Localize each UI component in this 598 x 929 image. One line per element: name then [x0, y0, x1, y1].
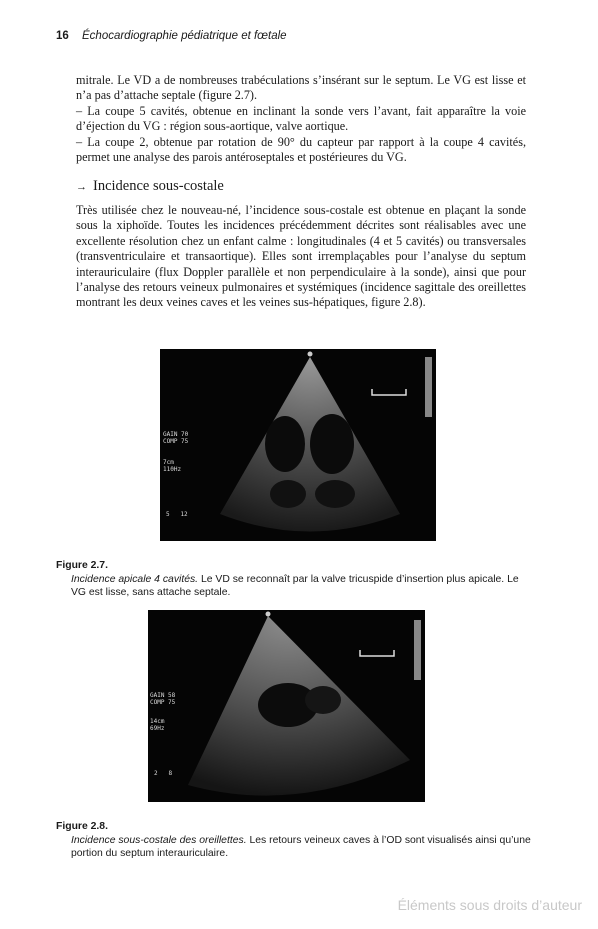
- echo-image-atria: [148, 610, 425, 802]
- gain-readout: GAIN 70 COMP 75: [163, 431, 189, 445]
- paragraph: – La coupe 2, obtenue par rotation de 90° du capteur par rapport à la coupe 4 cavités, permet une analyse des parois antéroseptales et postérieures du VG.: [76, 134, 526, 165]
- scale-readout: 5 12: [166, 511, 188, 518]
- caption-text: Les retours veineux caves à l’OD sont visualisés ainsi qu’une portion du septum interauriculaire.: [71, 834, 531, 860]
- caption-title: Incidence apicale 4 cavités.: [71, 573, 199, 585]
- paragraph: mitrale. Le VD a de nombreuses trabéculations s’insérant sur le septum. Le VG est lisse et n’a pas d’attache septale (figure 2.7).: [76, 73, 526, 103]
- caption-text: Le VD se reconnaît par la valve tricuspide d’insertion plus apicale. Le VG est lisse, sans attache septale.: [71, 573, 519, 599]
- paragraph: Très utilisée chez le nouveau-né, l’incidence sous-costale est obtenue en plaçant la sonde sous la xiphoïde. Toutes les incidences précédemment décrites sont réalisables avec une excellente résolution chez un enfant calme : longitudinales (4 et 5 cavités) ou transversales (transventriculaire et transaortique). Elles sont irremplaçables pour l’analyse du septum interauriculaire (flux Doppler parallèle et non perpendiculaire à la sonde), ainsi que pour l’analyse des retours veineux pulmonaires et systémiques (incidence sagittale des oreillettes montrant les deux veines caves et les veines sus-hépatiques, figure 2.8).: [76, 203, 526, 310]
- caption-title: Incidence sous-costale des oreillettes.: [71, 834, 247, 846]
- arrow-icon: →: [76, 181, 87, 193]
- gain-readout: GAIN 58 COMP 75: [150, 692, 176, 706]
- figure-label: Figure 2.7.: [56, 560, 108, 571]
- figure-label: Figure 2.8.: [56, 821, 108, 832]
- paragraph: – La coupe 5 cavités, obtenue en inclinant la sonde vers l’avant, fait apparaître la voie d’éjection du VG : région sous-aortique, valve aortique.: [76, 103, 526, 134]
- copyright-watermark: Éléments sous droits d’auteur: [397, 897, 582, 913]
- intro-text: [76, 73, 526, 165]
- running-header: [56, 30, 287, 42]
- ultrasound-sector: [148, 610, 425, 802]
- book-title: Échocardiographie pédiatrique et fœtale: [82, 30, 287, 42]
- scale-readout: 2 8: [154, 770, 173, 777]
- figure-caption: [56, 820, 534, 861]
- section-title: Incidence sous-costale: [93, 178, 224, 194]
- depth-readout: 7cm 110Hz: [163, 459, 182, 473]
- ultrasound-sector: [160, 349, 436, 541]
- main-text: [76, 203, 526, 311]
- page-number: 16: [56, 30, 69, 42]
- section-heading: [76, 178, 224, 195]
- figure-caption: [56, 559, 534, 600]
- depth-readout: 14cm 69Hz: [150, 718, 165, 732]
- echo-image-4-chambers: [160, 349, 436, 541]
